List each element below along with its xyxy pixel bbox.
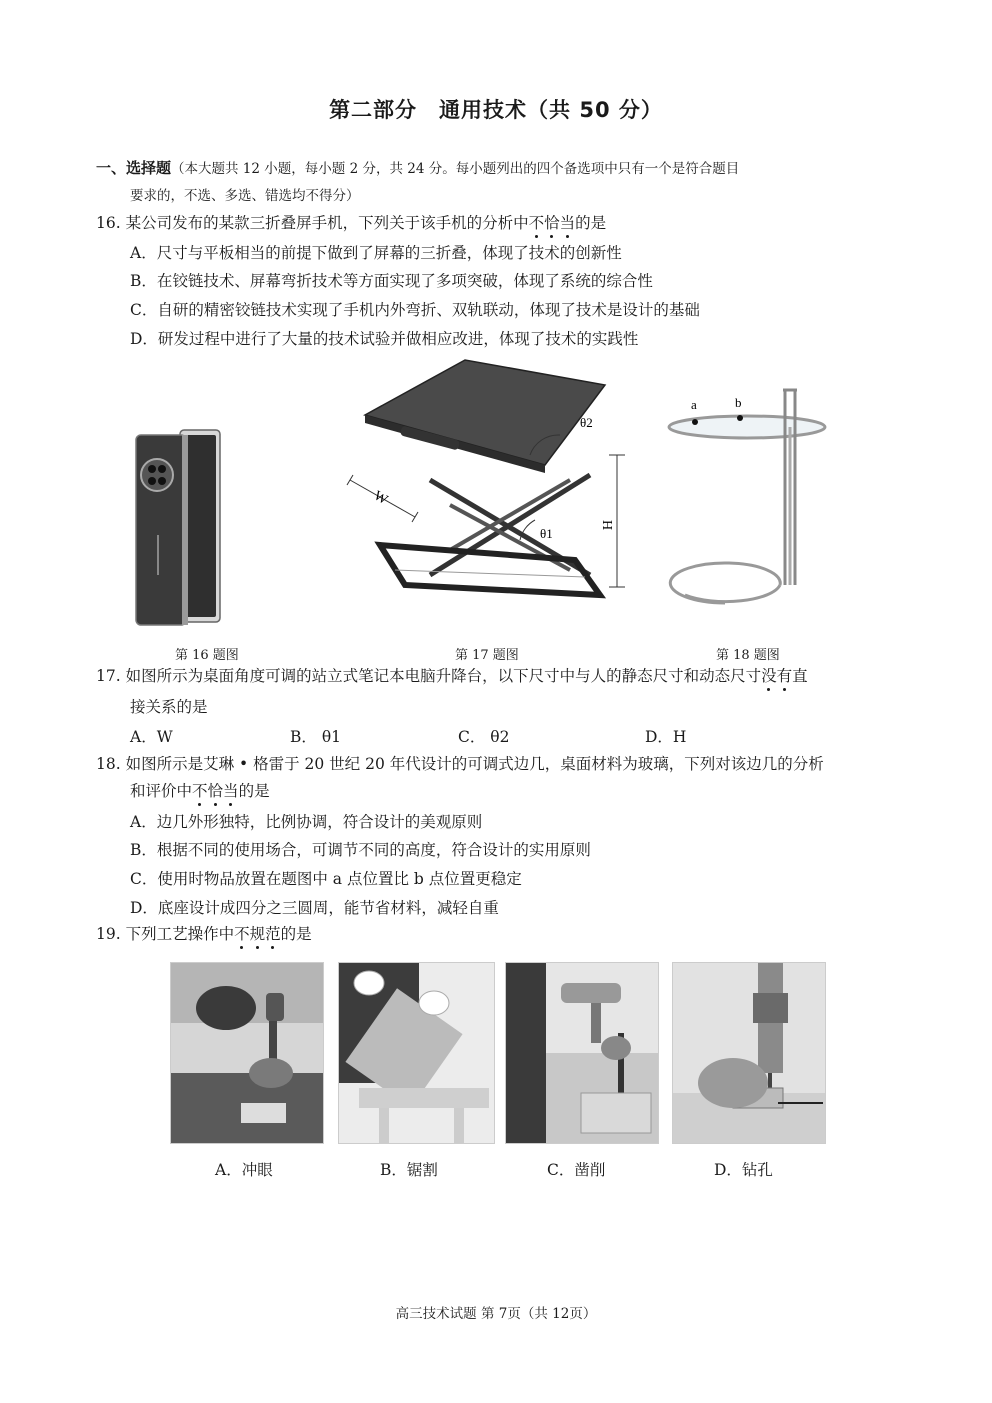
q18-number: 18. bbox=[96, 755, 121, 773]
label-b: b bbox=[735, 395, 742, 410]
section-instructions-1: （本大题共 12 小题，每小题 2 分，共 24 分。每小题列出的四个备选项中只有一个是符合题目 bbox=[171, 161, 740, 177]
q17-stem-text: 如图所示为桌面角度可调的站立式笔记本电脑升降台，以下尺寸中与人的静态尺寸和动态尺寸 bbox=[125, 667, 762, 685]
label-theta1: θ1 bbox=[540, 526, 553, 541]
emphasis-char: 没 bbox=[761, 667, 777, 685]
q19-option-a: A．冲眼 bbox=[215, 1161, 273, 1179]
q17-stem-line2: 接关系的是 bbox=[130, 698, 208, 716]
label-h: H bbox=[599, 520, 614, 531]
q16-stem-tail: 的是 bbox=[575, 214, 607, 232]
q19-photo-sawing bbox=[338, 962, 495, 1144]
q18-stem bbox=[96, 754, 824, 774]
q19-stem-tail: 的是 bbox=[280, 925, 312, 943]
q18-stem-tail: 的是 bbox=[238, 782, 270, 800]
q18-option-c: C．使用时物品放置在题图中 a 点位置比 b 点位置更稳定 bbox=[130, 870, 522, 888]
q19-option-d: D．钻孔 bbox=[714, 1161, 773, 1179]
q17-option-d: D．H bbox=[645, 728, 687, 746]
q16-stem-text: 某公司发布的某款三折叠屏手机，下列关于该手机的分析中 bbox=[125, 214, 529, 232]
emphasis-char: 不 bbox=[192, 782, 208, 800]
emphasis-char: 当 bbox=[223, 782, 239, 800]
q17-stem-tail: 直 bbox=[792, 667, 808, 685]
figure-18-table bbox=[655, 365, 845, 625]
emphasis-char: 当 bbox=[559, 214, 576, 232]
page-footer: 高三技术试题 第 7页（共 12页） bbox=[395, 1306, 597, 1322]
q16-stem bbox=[96, 213, 606, 233]
q16-option-b: B．在铰链技术、屏幕弯折技术等方面实现了多项突破，体现了系统的综合性 bbox=[130, 272, 653, 290]
emphasis-char: 恰 bbox=[544, 214, 560, 232]
label-theta2: θ2 bbox=[580, 415, 593, 430]
q17-option-b: B． θ1 bbox=[290, 728, 342, 746]
emphasis-char: 不 bbox=[528, 214, 545, 232]
emphasis-char: 不 bbox=[234, 925, 250, 943]
q18-stem-head: 和评价中 bbox=[130, 782, 193, 800]
q19-stem-text: 下列工艺操作中 bbox=[125, 925, 235, 943]
emphasis-char: 范 bbox=[265, 925, 281, 943]
q19-photo-chiseling bbox=[505, 962, 659, 1144]
q17-number: 17. bbox=[96, 667, 121, 685]
q16-option-c: C．自研的精密铰链技术实现了手机内外弯折、双轨联动，体现了技术是设计的基础 bbox=[130, 301, 700, 319]
q19-option-c: C．凿削 bbox=[547, 1161, 606, 1179]
q18-stem-line2 bbox=[130, 781, 270, 801]
q19-photo-drilling bbox=[672, 962, 826, 1144]
q19-photo-punching bbox=[170, 962, 324, 1144]
q18-option-a: A．边几外形独特，比例协调，符合设计的美观原则 bbox=[130, 813, 483, 831]
q19-stem bbox=[96, 924, 312, 944]
q17-option-c: C． θ2 bbox=[458, 728, 510, 746]
emphasis-char: 恰 bbox=[207, 782, 224, 800]
label-a: a bbox=[691, 397, 697, 412]
emphasis-char: 规 bbox=[249, 925, 266, 943]
q19-option-b: B．锯割 bbox=[380, 1161, 438, 1179]
q16-number: 16. bbox=[96, 214, 121, 232]
q19-number: 19. bbox=[96, 925, 121, 943]
q18-stem-text: 如图所示是艾琳 • 格雷于 20 世纪 20 年代设计的可调式边几，桌面材料为玻璃，下列对该边几的分析 bbox=[125, 755, 824, 773]
q18-option-d: D．底座设计成四分之三圆周，能节省材料，减轻自重 bbox=[130, 899, 499, 917]
figure-16-caption: 第 16 题图 bbox=[175, 648, 239, 663]
figure-17-stand bbox=[335, 355, 635, 625]
section-heading bbox=[96, 158, 739, 179]
q16-option-d: D．研发过程中进行了大量的技术试验并做相应改进，体现了技术的实践性 bbox=[130, 330, 639, 348]
emphasis-char: 有 bbox=[776, 667, 793, 685]
q18-option-b: B．根据不同的使用场合，可调节不同的高度，符合设计的实用原则 bbox=[130, 841, 591, 859]
figure-16-phone bbox=[130, 425, 225, 630]
q17-stem bbox=[96, 666, 808, 686]
label-w: W bbox=[371, 488, 390, 509]
q17-option-a: A．W bbox=[130, 728, 173, 746]
page-title: 第二部分 通用技术（共 50 分） bbox=[329, 98, 663, 122]
figure-17-caption: 第 17 题图 bbox=[455, 648, 519, 663]
figure-18-caption: 第 18 题图 bbox=[716, 648, 780, 663]
q16-option-a: A．尺寸与平板相当的前提下做到了屏幕的三折叠，体现了技术的创新性 bbox=[130, 244, 622, 262]
section-label: 一、选择题 bbox=[96, 159, 172, 177]
section-instructions-2: 要求的，不选、多选、错选均不得分） bbox=[130, 188, 360, 204]
